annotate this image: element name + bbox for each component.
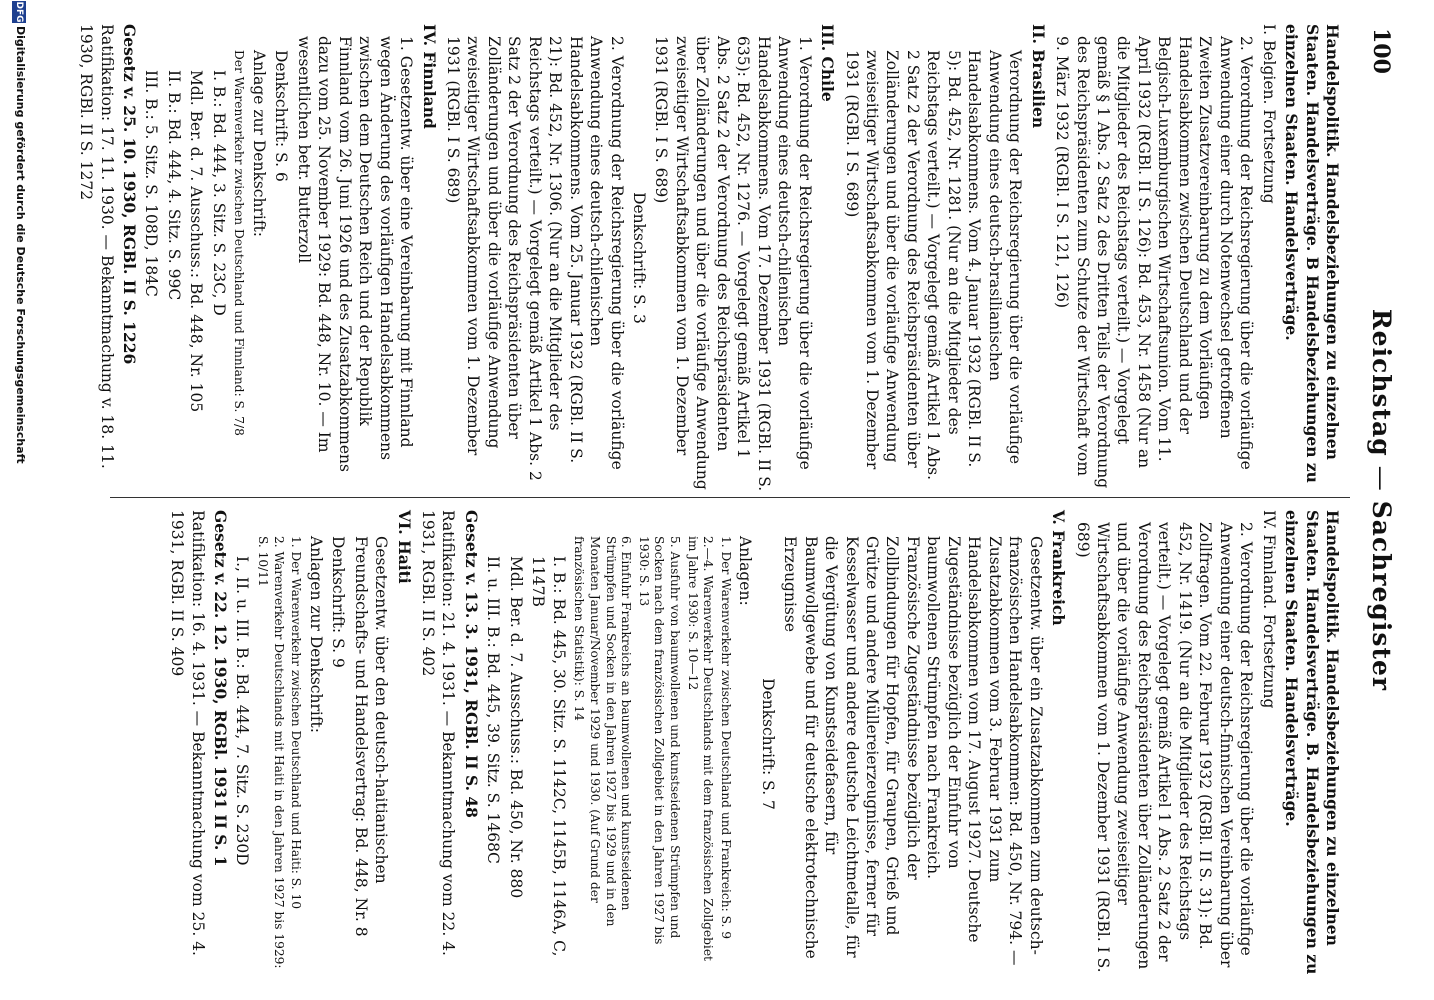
index-entry: 1. Verordnung der Reichsregierung über die vorläufige Anwendung eines deutsch-chilenischen Handelsabkommens. Vom 17. Dezember 1931 (RGBl. II S. 635): Bd. 452, Nr. 1276. — Vorgelegt gemäß Artikel 1 Abs. 2 Satz 2 der Verordnung des Reichspräsidenten über Zolländerungen und über die vorläufige Anwendung zweiseitiger Wirtschaftsabkommen vom 1. Dezember 1931 (RGBl. I S. 689) <box>652 36 814 492</box>
index-entry: I. B.: Bd. 445, 30. Sitz. S. 1142C, 1145B, 1146A, C, 1147B <box>529 556 568 957</box>
index-entry: Mdl. Ber. d. 7. Ausschuss.: Bd. 450, Nr. 880 <box>506 556 525 899</box>
index-entry: Gesetz v. 13. 3. 1931, RGBl. II S. 48 <box>461 510 481 818</box>
index-entry: Denkschrift: S. 7 <box>758 678 777 810</box>
funding-note: Digitalisierung gefördert durch die Deutsche Forschungsgemeinschaft <box>14 26 27 464</box>
index-entry: 1. Der Warenverkehr zwischen Deutschland und Frankreich: S. 9 <box>718 536 733 940</box>
index-entry: III. B.: 5. Sitz. S. 108D, 184C <box>142 70 161 297</box>
column-divider <box>110 497 1350 498</box>
right-column <box>165 510 1342 978</box>
footer <box>2 0 32 1000</box>
index-entry: II. B.: Bd. 444, 4. Sitz. S. 99C <box>164 70 183 301</box>
index-entry: Anlagen: <box>736 536 755 606</box>
index-entry: IV. Finnland <box>419 24 439 129</box>
index-entry: 2. Warenverkehr Deutschlands mit Haiti in den Jahren 1927 bis 1929: S. 10/11 <box>256 536 286 969</box>
index-entry: III. Chile <box>818 24 838 102</box>
index-entry: 1. Gesetzentw. über eine Vereinbarung mit Finnland wegen Änderung des vorläufigen Handelsabkommens zwischen dem Deutschen Reich und der Republik Finnland vom 26. Juni 1926 und des Zusatzabkommens dazu vom 25. November 1929: Bd. 448, Nr. 10. — Im wesentlichen betr. Butterzoll <box>294 36 416 472</box>
page-number: 100 <box>1368 28 1394 74</box>
index-entry: Denkschrift: S. 6 <box>272 50 291 182</box>
index-entry: IV. Finnland. Fortsetzung <box>1259 510 1278 709</box>
index-entry: II. Brasilien <box>1028 24 1048 129</box>
dfg-logo: DFG <box>14 1 24 23</box>
index-entry: Anlagen zur Denkschrift: <box>306 536 325 734</box>
index-entry: Gesetz v. 22. 12. 1930, RGBl. 1931 II S. 1 <box>211 510 231 867</box>
index-entry: 2.—4. Warenverkehr Deutschlands mit dem französischen Zollgebiet im Jahre 1930: S. 10—12 <box>685 536 716 961</box>
index-entry: II. u. III. B.: Bd. 445, 39. Sitz. S. 1468C <box>484 556 503 864</box>
left-column <box>74 24 1342 492</box>
index-entry: Gesetzentw. über den deutsch-haitianischen Freundschafts- und Handelsvertrag: Bd. 448, Nr. 8 <box>351 536 391 937</box>
index-entry: 6. Einfuhr Frankreichs an baumwollenen und kunstseidenen Strümpfen und Socken in den Jahren 1927 bis 1929 und in den Monaten Januar/November 1929 und 1930. (Auf Grund der französischen Statistik): S. 14 <box>572 536 634 927</box>
page-header <box>1354 0 1394 1000</box>
index-entry: Mdl. Ber. d. 7. Ausschuss.: Bd. 448, Nr. 105 <box>187 70 206 413</box>
running-title-left: Reichstag <box>1367 308 1396 457</box>
index-entry: VI. Haiti <box>394 510 414 584</box>
index-entry: Ratifikation: 17. 11. 1930. — Bekanntmachung v. 18. 11. 1930, RGBl. II S. 1272 <box>77 24 116 469</box>
index-entry: Der Warenverkehr zwischen Deutschland und Finnland: S. 7/8 <box>232 50 247 436</box>
running-title-separator: — <box>1367 456 1396 501</box>
running-title <box>1367 0 1396 1000</box>
index-entry: Ratifikation: 21. 4. 1931. — Bekanntmachung vom 22. 4. 1931, RGBl. II S. 402 <box>419 510 458 956</box>
index-entry: Gesetz v. 25. 10. 1930, RGBl. II S. 1226 <box>120 24 140 365</box>
index-entry: Handelspolitik. Handelsbeziehungen zu einzelnen Staaten. Handelsverträge. B. Handelsbeziehungen zu einzelnen Staaten. Handelsverträge. <box>1282 510 1342 975</box>
index-entry: 5. Ausfuhr von baumwollenen und kunstseidenen Strümpfen und Socken nach dem französischen Zollgebiet in den Jahren 1927 bis 1930: S. 13 <box>636 536 683 945</box>
index-entry: 2. Verordnung der Reichsregierung über die vorläufige Anwendung eines deutsch-chilenischen Handelsabkommens. Vom 25. Januar 1932 (RGBl. II S. 21): Bd. 452, Nr. 1306. (Nur an die Mitglieder des Reichstags verteilt.) — Vorgelegt gemäß Artikel 1 Abs. 2 Satz 2 der Verordnung des Reichspräsidenten über Zolländerungen und über die vorläufige Anwendung zweiseitiger Wirtschaftsabkommen vom 1. Dezember 1931 (RGBl. I S. 689) <box>443 36 626 481</box>
index-entry: I., II. u. III. B.: Bd. 444, 7. Sitz. S. 230D <box>233 556 252 866</box>
index-entry: 2. Verordnung der Reichsregierung über die vorläufige Anwendung einer deutsch-finnischen Vereinbarung über Zollfragen. Vom 22. Februar 1932 (RGBl. II S. 31): Bd. 452, Nr. 1419. (Nur an die Mitglieder des Reichstags verteilt.) — Vorgelegt gemäß Artikel 1 Abs. 2 Satz 2 der Verordnung des Reichspräsidenten über Zolländerungen und über die vorläufige Anwendung zweiseitiger Wirtschaftsabkommen vom 1. Dezember 1931 (RGBl. I S. 689) <box>1073 522 1256 973</box>
index-entry: Anlage zur Denkschrift: <box>249 50 268 238</box>
index-entry: Denkschrift: S. 9 <box>329 536 348 668</box>
index-entry: 1. Der Warenverkehr zwischen Deutschland und Haiti: S. 10 <box>289 536 304 909</box>
running-title-right: Sachregister <box>1367 500 1396 692</box>
index-entry: Denkschrift: S. 3 <box>630 192 649 324</box>
index-entry: V. Frankreich <box>1049 510 1069 626</box>
index-entry: Gesetzentw. über ein Zusatzabkommen zum deutsch-französischen Handelsabkommen: Bd. 450, Nr. 794. — Zusatzabkommen vom 3. Februar 1931 zum Handelsabkommen vom 17. August 1927. Deutsche Zugeständnisse bezüglich der Einfuhr von baumwollenen Strümpfen nach Frankreich. Französische Zugeständnisse bezüglich der Zollbindungen für Hopfen, für Graupen, Grieß und Grütze und andere Müllereierzeugnisse, ferner für Kesselwasser und andere deutsche Leichtmetalle, für die Vergütung von Kunstseidefasern, für Baumwollgewebe und für deutsche elektrotechnische Erzeugnisse <box>781 536 1045 966</box>
index-entry: Handelspolitik. Handelsbeziehungen zu einzelnen Staaten. Handelsverträge. B Handelsbeziehungen zu einzelnen Staaten. Handelsverträge. <box>1282 24 1342 483</box>
index-entry: I. B.: Bd. 444, 3. Sitz. S. 23C, D <box>209 70 228 316</box>
index-entry: 2. Verordnung der Reichsregierung über die vorläufige Anwendung einer durch Notenwechsel getroffenen Zweiten Zusatzvereinbarung zu dem Vorläufigen Handelsabkommen zwischen Deutschland und der Belgisch-Luxemburgischen Wirtschaftsunion. Vom 11. April 1932 (RGBl. II S. 126): Bd. 453, Nr. 1458 (Nur an die Mitglieder des Reichstags verteilt.) — Vorgelegt gemäß § 1 Abs. 2 Satz 2 des Dritten Teils der Verordnung des Reichspräsidenten zum Schutze der Wirtschaft vom 9. März 1932 (RGBl. I S. 121, 126) <box>1053 36 1256 489</box>
index-entry: Verordnung der Reichsregierung über die vorläufige Anwendung eines deutsch-brasilianischen Handelsabkommens. Vom 4. Januar 1932 (RGBl. II S. 5): Bd. 452, Nr. 1281. (Nur an die Mitglieder des Reichstags verteilt.) — Vorgelegt gemäß Artikel 1 Abs. 2 Satz 2 der Verordnung des Reichspräsidenten über Zolländerungen und über die vorläufige Anwendung zweiseitiger Wirtschaftsabkommen vom 1. Dezember 1931 (RGBl. I S. 689) <box>842 50 1025 481</box>
index-entry: Ratifikation: 16. 4. 1931. — Bekanntmachung vom 25. 4. 1931, RGBl. II S. 409 <box>168 510 207 956</box>
index-entry: I. Belgien. Fortsetzung <box>1259 24 1278 204</box>
